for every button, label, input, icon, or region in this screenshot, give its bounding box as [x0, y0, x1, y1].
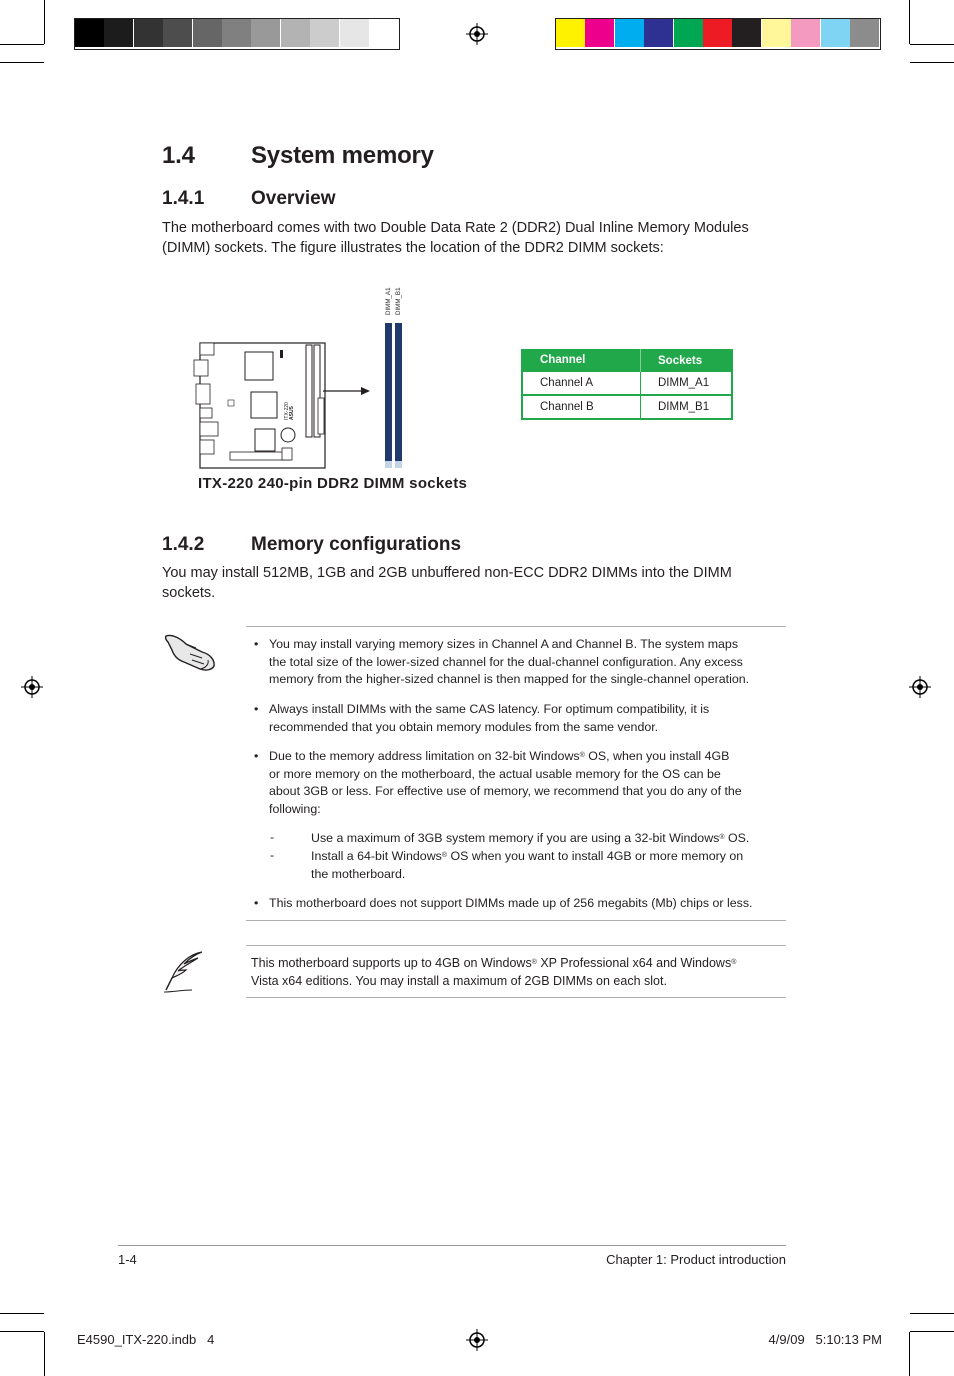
color-swatch — [850, 19, 879, 47]
memcfg-line: You may install 512MB, 1GB and 2GB unbuffered non-ECC DDR2 DIMMs into the DIMM — [162, 565, 732, 581]
color-swatch — [615, 19, 644, 47]
color-swatch — [644, 19, 673, 47]
color-swatch — [369, 19, 398, 47]
figure-caption: ITX-220 240-pin DDR2 DIMM sockets — [198, 475, 468, 492]
overview-heading — [162, 188, 336, 210]
color-swatch — [134, 19, 163, 47]
color-swatch — [251, 19, 280, 47]
chapter-label: Chapter 1: Product introduction — [606, 1252, 786, 1267]
note-line: the total size of the lower-sized channel for the dual-channel configuration. Any excess — [269, 654, 743, 669]
slug-date: 4/9/09 5:10:13 PM — [768, 1332, 882, 1347]
note2-top-rule — [246, 945, 786, 946]
memcfg-number: 1.4.2 — [162, 534, 205, 555]
section-heading — [162, 142, 434, 170]
table-cell: Channel B — [523, 396, 641, 418]
note-bullet-4 — [269, 895, 752, 913]
slug-file: E4590_ITX-220.indb 4 — [77, 1332, 215, 1347]
color-swatch — [222, 19, 251, 47]
table-header-sockets: Sockets — [658, 354, 703, 367]
dash-marker: - — [270, 848, 275, 862]
note2-text: This motherboard supports up to 4GB on Windows® XP Professional x64 and Windows® Vista x64 editions. You may install a maximum of 2GB DIMMs on each slot. — [251, 956, 737, 988]
color-swatch — [762, 19, 791, 47]
channel-table — [521, 349, 733, 420]
registration-mark-left — [21, 676, 43, 698]
color-swatch — [163, 19, 192, 47]
color-swatch — [310, 19, 339, 47]
section-number: 1.4 — [162, 142, 195, 169]
table-cell: DIMM_A1 — [658, 377, 710, 389]
registration-mark-top — [466, 23, 488, 45]
page-number: 1-4 — [118, 1252, 137, 1267]
color-swatch — [791, 19, 820, 47]
bullet-marker: • — [254, 896, 259, 910]
note-line: Always install DIMMs with the same CAS latency. For optimum compatibility, it is — [269, 702, 710, 716]
color-swatch — [674, 19, 703, 47]
memcfg-line: sockets. — [162, 585, 216, 601]
overview-title: Overview — [251, 188, 336, 209]
notes-top-rule — [246, 626, 786, 627]
memcfg-heading — [162, 534, 461, 556]
memcfg-title: Memory configurations — [251, 534, 462, 555]
table-row — [523, 396, 731, 418]
table-cell: Channel A — [523, 372, 641, 394]
color-swatch — [732, 19, 761, 47]
dimm-a1-label: DIMM_A1 — [385, 287, 392, 315]
note-line: recommended that you obtain memory modules from the same vendor. — [269, 719, 659, 734]
dash-marker: - — [270, 830, 275, 844]
note-line: memory from the higher-sized channel is then mapped for the single-channel operation. — [269, 672, 750, 687]
color-swatch — [193, 19, 222, 47]
motherboard-figure — [190, 280, 490, 470]
color-swatch — [281, 19, 310, 47]
color-swatch — [75, 19, 104, 47]
bullet-marker: • — [254, 749, 259, 763]
note2-bottom-rule — [246, 997, 786, 998]
table-header-channel: Channel — [523, 349, 641, 372]
color-swatch — [821, 19, 850, 47]
registration-mark-bottom — [466, 1329, 488, 1351]
overview-paragraph — [162, 218, 749, 258]
note-subitem-2: Install a 64-bit Windows® OS when you want to install 4GB or more memory on the motherboard. — [311, 849, 744, 881]
note-bullet-2 — [269, 701, 709, 736]
note-line: Due to the memory address limitation on 32-bit Windows® OS, when you install 4GB — [269, 749, 730, 763]
dimm-b1-label: DIMM_B1 — [395, 287, 402, 315]
quill-pen-icon — [162, 948, 208, 994]
overview-number: 1.4.1 — [162, 188, 205, 209]
note-line: following: — [269, 802, 321, 817]
color-swatch — [703, 19, 732, 47]
overview-line: (DIMM) sockets. The figure illustrates the location of the DDR2 DIMM sockets: — [162, 240, 664, 256]
note-subitem-1: Use a maximum of 3GB system memory if you are using a 32-bit Windows® OS. — [311, 831, 750, 845]
notes-bottom-rule — [246, 920, 786, 921]
color-swatch — [556, 19, 585, 47]
hand-pointer-icon — [162, 630, 218, 672]
note-line: This motherboard does not support DIMMs made up of 256 megabits (Mb) chips or less. — [269, 896, 753, 910]
section-title: System memory — [251, 142, 434, 169]
color-swatch — [585, 19, 614, 47]
color-swatch — [340, 19, 369, 47]
board-model-label: ITX-220 — [284, 402, 290, 420]
registration-mark-right — [909, 676, 931, 698]
footer-rule — [118, 1245, 786, 1246]
note-line: You may install varying memory sizes in Channel A and Channel B. The system maps — [269, 637, 739, 651]
note-line: or more memory on the motherboard, the actual usable memory for the OS can be — [269, 766, 721, 781]
note-bullet-3 — [269, 748, 742, 819]
table-row — [523, 372, 731, 396]
note-bullet-1 — [269, 636, 749, 689]
color-swatch — [104, 19, 133, 47]
memcfg-paragraph — [162, 563, 732, 603]
note-line: about 3GB or less. For effective use of memory, we recommend that you do any of the — [269, 784, 742, 799]
board-brand-label: ASUS — [289, 406, 295, 420]
bullet-marker: • — [254, 637, 259, 651]
bullet-marker: • — [254, 702, 259, 716]
overview-line: The motherboard comes with two Double Data Rate 2 (DDR2) Dual Inline Memory Modules — [162, 220, 749, 236]
table-cell: DIMM_B1 — [658, 401, 710, 413]
